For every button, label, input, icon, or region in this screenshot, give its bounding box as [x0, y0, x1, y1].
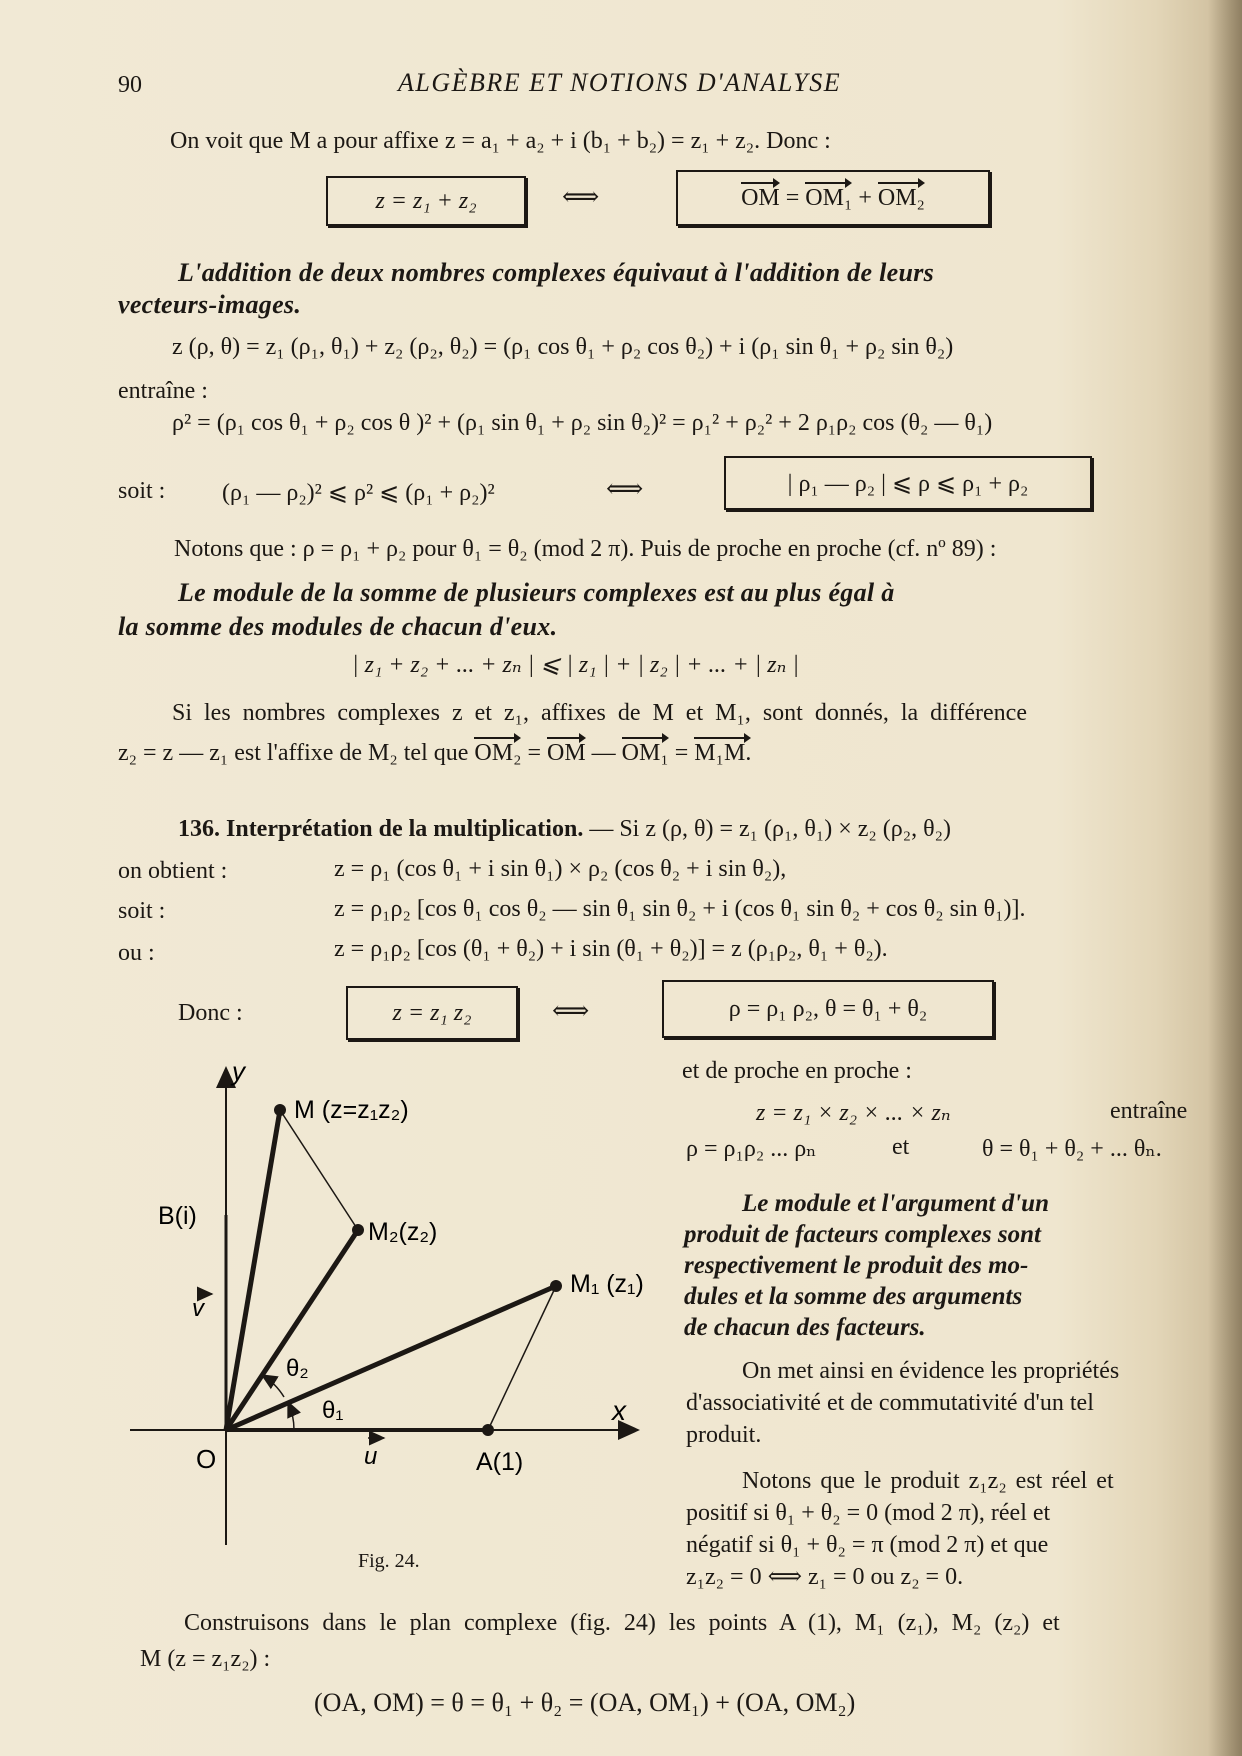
vector-m1m: M₁M. — [694, 740, 752, 766]
equals-sign-2: = — [674, 740, 689, 766]
construis-line1: Construisons dans le plan complexe (fig. 24) les points A (1), M₁ (z₁), M₂ (z₂) et — [184, 1610, 1060, 1636]
label-o: O — [196, 1444, 217, 1474]
equiv-arrow-3: ⟺ — [552, 996, 590, 1025]
et-word: et — [892, 1134, 910, 1160]
point-m — [274, 1104, 286, 1116]
angle-arc-theta2 — [262, 1375, 284, 1397]
final-angle-equation: (OA, OM) = θ = θ₁ + θ₂ = (OA, OM₁) + (OA, OM₂) — [314, 1688, 856, 1717]
construis-line2: M (z = z₁z₂) : — [140, 1646, 271, 1672]
sum-box: z = z₁ + z₂ — [326, 176, 526, 226]
label-m2: M₂(z₂) — [368, 1218, 438, 1246]
rule-addition-line1: L'addition de deux nombres complexes équivaut à l'addition de leurs — [178, 258, 935, 287]
label-v: v — [192, 1295, 204, 1322]
difference-line1: Si les nombres complexes z et z₁, affixes de M et M₁, sont donnés, la différence — [172, 700, 1027, 726]
label-x: x — [612, 1395, 626, 1426]
difference-line2 — [118, 740, 751, 767]
assoc-line3: produit. — [686, 1422, 762, 1448]
theta-sum: θ = θ₁ + θ₂ + ... θₙ. — [982, 1136, 1162, 1162]
page-gutter-shadow — [1208, 0, 1242, 1756]
section-136-heading — [178, 816, 951, 843]
soit-label: soit : — [118, 478, 166, 504]
minus-sign: — — [591, 740, 616, 766]
vector-om-diff: OM — [547, 740, 586, 766]
notons-product-line2: positif si θ₁ + θ₂ = 0 (mod 2 π), réel et — [686, 1500, 1051, 1526]
assoc-line1: On met ainsi en évidence les propriétés — [742, 1358, 1120, 1384]
notons-product-line1: Notons que le produit z₁z₂ est réel et — [742, 1468, 1114, 1494]
figure-24 — [118, 1060, 658, 1560]
product-chain: z = z₁ × z₂ × ... × zₙ — [756, 1100, 951, 1126]
intro-line: On voit que M a pour affixe z = a₁ + a₂ + i (b₁ + b₂) = z₁ + z₂. Donc : — [170, 128, 831, 154]
rho-product: ρ = ρ₁ρ₂ ... ρₙ — [686, 1136, 817, 1162]
product-eq1: z = ρ₁ (cos θ₁ + i sin θ₁) × ρ₂ (cos θ₂ + i sin θ₂), — [334, 856, 787, 882]
notons-product-line3: négatif si θ₁ + θ₂ = π (mod 2 π) et que — [686, 1532, 1049, 1558]
label-u: u — [364, 1443, 378, 1470]
modulus-inequality-box: | ρ₁ — ρ₂ | ⩽ ρ ⩽ ρ₁ + ρ₂ — [724, 456, 1092, 510]
section-heading-tail: — Si z (ρ, θ) = z₁ (ρ₁, θ₁) × z₂ (ρ₂, θ₂) — [589, 816, 951, 842]
entraine-word: entraîne — [1110, 1098, 1188, 1124]
point-m2 — [352, 1224, 364, 1236]
label-theta1: θ₁ — [322, 1397, 344, 1424]
modulus-argument-box: ρ = ρ₁ ρ₂, θ = θ₁ + θ₂ — [662, 980, 994, 1038]
equiv-arrow-2: ⟺ — [606, 474, 644, 503]
rule-product-line2: produit de facteurs complexes sont — [684, 1221, 1041, 1248]
rule-product-line4: dules et la somme des arguments — [684, 1283, 1023, 1310]
label-theta2: θ₂ — [286, 1355, 309, 1382]
section-number: 136. — [178, 816, 220, 842]
angle-arc-theta1 — [288, 1402, 294, 1430]
running-title: ALGÈBRE ET NOTIONS D'ANALYSE — [398, 68, 842, 97]
label-m1: M₁ (z₁) — [570, 1270, 644, 1298]
vector-om1-diff: OM₁ — [621, 740, 669, 766]
assoc-line2: d'associativité et de commutativité d'un tel — [686, 1390, 1094, 1416]
vector-om: OM — [741, 184, 780, 211]
vector-om1: OM₁ — [805, 184, 853, 211]
donc-label: Donc : — [178, 1000, 243, 1026]
equals-sign: = — [527, 740, 541, 766]
label-b: B(i) — [158, 1202, 197, 1230]
rule-product-line1: Le module et l'argument d'un — [742, 1190, 1049, 1217]
page-number: 90 — [118, 72, 142, 98]
vector-sum-box: OM = OM₁ + OM₂ — [676, 170, 990, 226]
soit-inequality: (ρ₁ — ρ₂)² ⩽ ρ² ⩽ (ρ₁ + ρ₂)² — [222, 480, 495, 506]
entraine-label: entraîne : — [118, 378, 208, 404]
on-obtient-label: on obtient : — [118, 858, 228, 884]
vector-om2-diff: OM₂ — [474, 740, 522, 766]
label-m: M (z=z₁z₂) — [294, 1096, 409, 1124]
point-m1 — [550, 1280, 562, 1292]
rule-product-line5: de chacun des facteurs. — [684, 1314, 926, 1341]
label-a: A(1) — [476, 1448, 524, 1476]
figure-caption: Fig. 24. — [358, 1550, 420, 1572]
segment-m-m2 — [280, 1110, 358, 1230]
difference-text: z₂ = z — z₁ est l'affixe de M₂ tel que — [118, 740, 469, 766]
soit-label-136: soit : — [118, 898, 166, 924]
sum-modulus-inequality: | z₁ + z₂ + ... + zₙ | ⩽ | z₁ | + | z₂ | + ... + | zₙ | — [352, 652, 799, 678]
product-box: z = z₁ z₂ — [346, 986, 518, 1040]
rule-module-line1: Le module de la somme de plusieurs complexes est au plus égal à — [178, 578, 895, 607]
product-eq2: z = ρ₁ρ₂ [cos θ₁ cos θ₂ — sin θ₁ sin θ₂ + i (cos θ₁ sin θ₂ + cos θ₂ sin θ₁)]. — [334, 896, 1026, 922]
rule-module-line2: la somme des modules de chacun d'eux. — [118, 612, 558, 641]
product-eq3: z = ρ₁ρ₂ [cos (θ₁ + θ₂) + i sin (θ₁ + θ₂)] = z (ρ₁ρ₂, θ₁ + θ₂). — [334, 936, 888, 962]
notons-product-line4: z₁z₂ = 0 ⟺ z₁ = 0 ou z₂ = 0. — [686, 1564, 964, 1590]
section-title: Interprétation de la multiplication. — [226, 816, 584, 842]
label-y: y — [232, 1060, 245, 1086]
vector-om2: OM₂ — [877, 184, 925, 211]
rule-product-line3: respectivement le produit des mo- — [684, 1252, 1029, 1279]
proche-line: et de proche en proche : — [682, 1058, 912, 1084]
segment-a-m1 — [488, 1286, 556, 1430]
equiv-arrow: ⟺ — [562, 182, 600, 211]
notons-line: Notons que : ρ = ρ₁ + ρ₂ pour θ₁ = θ₂ (mod 2 π). Puis de proche en proche (cf. nº 89) : — [174, 536, 997, 562]
eq-rho-squared: ρ² = (ρ₁ cos θ₁ + ρ₂ cos θ )² + (ρ₁ sin θ₁ + ρ₂ sin θ₂)² = ρ₁² + ρ₂² + 2 ρ₁ρ₂ cos (θ₂ — θ₁) — [172, 410, 993, 436]
ou-label: ou : — [118, 940, 155, 966]
eq-polar: z (ρ, θ) = z₁ (ρ₁, θ₁) + z₂ (ρ₂, θ₂) = (ρ₁ cos θ₁ + ρ₂ cos θ₂) + i (ρ₁ sin θ₁ + ρ₂ sin θ₂) — [172, 334, 954, 360]
rule-addition-line2: vecteurs-images. — [118, 290, 302, 319]
point-a — [482, 1424, 494, 1436]
